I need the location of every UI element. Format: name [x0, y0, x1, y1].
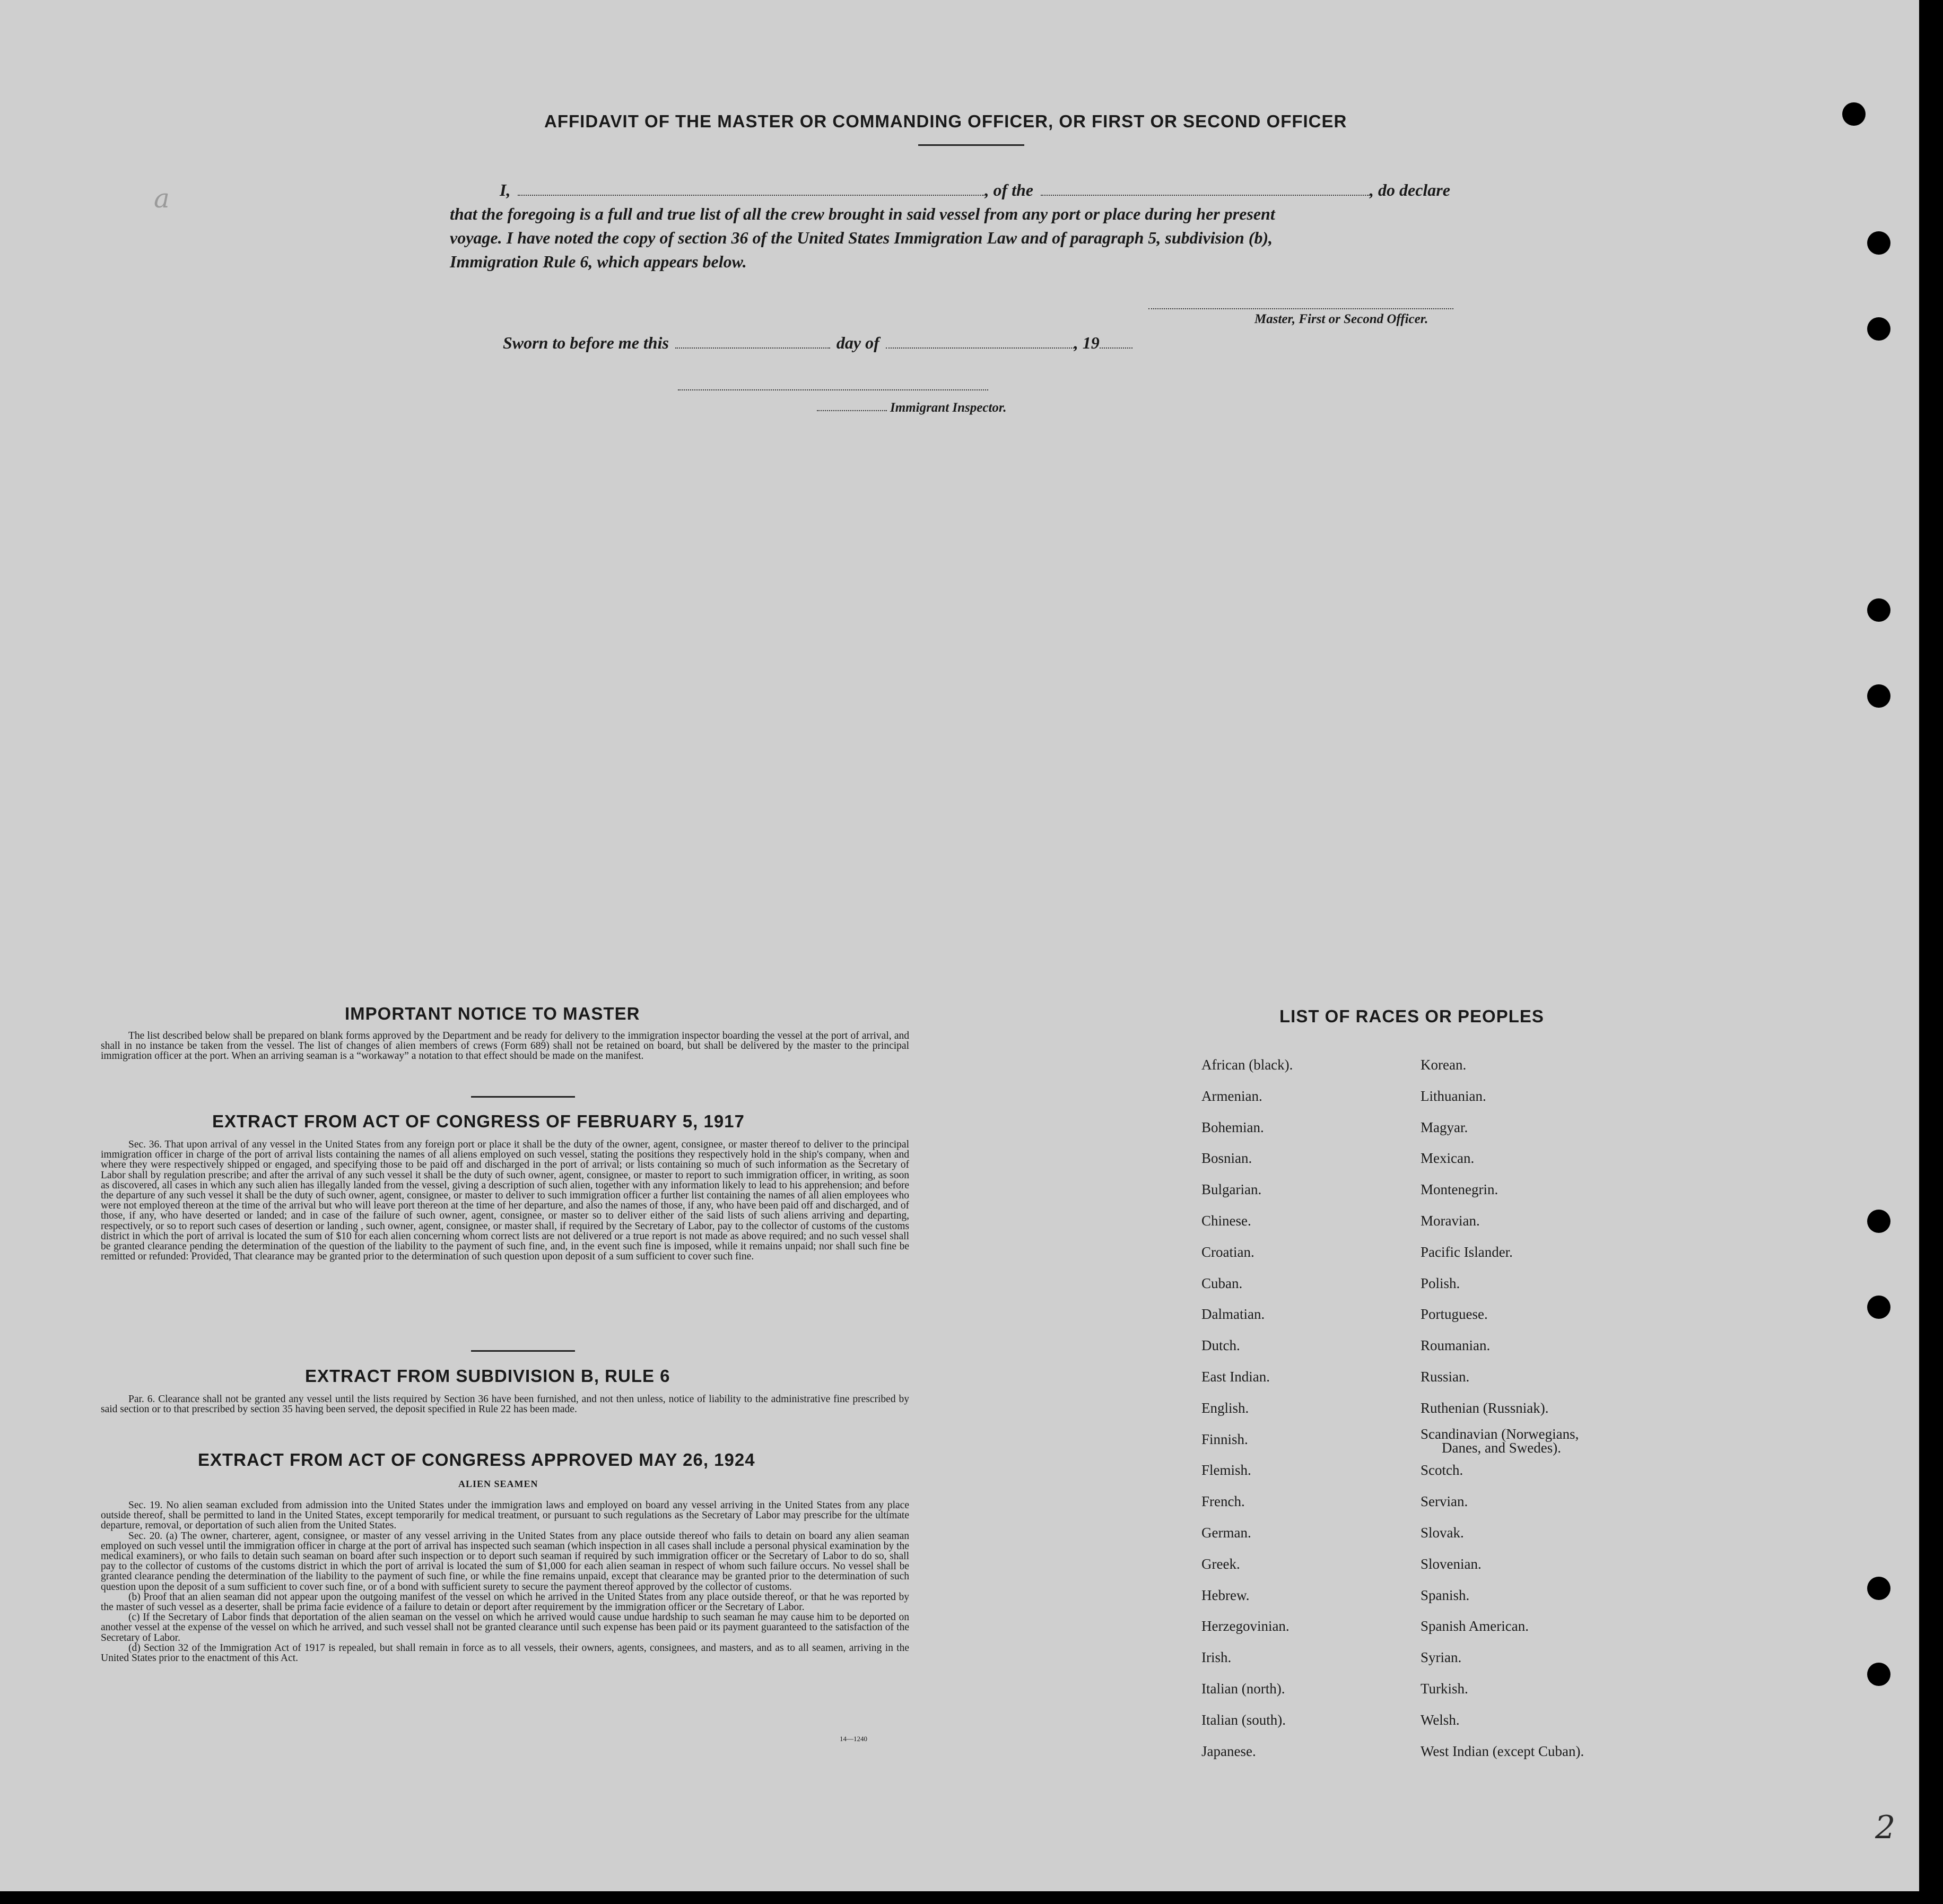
punch-hole	[1867, 231, 1890, 255]
punch-hole	[1867, 1663, 1890, 1686]
race-item: Bohemian.	[1201, 1119, 1264, 1135]
race-item: Montenegrin.	[1421, 1181, 1498, 1198]
race-item: Greek.	[1201, 1555, 1240, 1572]
race-item: Korean.	[1421, 1057, 1467, 1073]
race-item: Slovenian.	[1421, 1555, 1482, 1572]
extract-1917-title: EXTRACT FROM ACT OF CONGRESS OF FEBRUARY 5, 1917	[212, 1111, 745, 1131]
sec20b-text: (b) Proof that an alien seaman did not appear upon the outgoing manifest of the vessel on which he arrived in the United States from any place outside thereof, or that he was reported by the master of such vessel as a deserter, shall be prima facie evidence of a failure to detain or deport after requirement by the immigration officer or the Secretary of Labor.	[101, 1591, 909, 1613]
punch-hole	[1867, 598, 1890, 622]
race-item: African (black).	[1201, 1057, 1293, 1073]
race-item: French.	[1201, 1493, 1245, 1510]
race-item-scandinavian: Scandinavian (Norwegians,	[1421, 1425, 1579, 1442]
notice-title: IMPORTANT NOTICE TO MASTER	[345, 1004, 640, 1023]
extract-rule6-body	[101, 1394, 909, 1414]
race-item: Bosnian.	[1201, 1150, 1252, 1167]
race-item: West Indian (except Cuban).	[1421, 1743, 1584, 1759]
extract-rule6-text: Par. 6. Clearance shall not be granted any vessel until the lists required by Section 36 have been furnished, and not then unless, notice of liability to the administrative fine prescribed by said section or to that prescribed by section 35 having been served, the deposit specified in Rule 22 has been made.	[101, 1394, 909, 1415]
affidavit-declare-label: , do declare	[1370, 180, 1450, 199]
punch-hole	[1867, 1210, 1890, 1233]
race-item	[1421, 1424, 1584, 1455]
race-item: Welsh.	[1421, 1711, 1460, 1728]
race-item: East Indian.	[1201, 1368, 1270, 1385]
scan-edge-right	[1919, 0, 1943, 1904]
race-item: Roumanian.	[1421, 1337, 1491, 1354]
race-item: Spanish.	[1421, 1587, 1470, 1603]
race-item: Flemish.	[1201, 1462, 1251, 1479]
race-item: Turkish.	[1421, 1680, 1468, 1697]
race-item: Russian.	[1421, 1368, 1470, 1385]
race-item: German.	[1201, 1524, 1251, 1541]
extract-1924-subtitle: ALIEN SEAMEN	[458, 1479, 538, 1489]
sworn-year-field	[1100, 347, 1132, 349]
extract-1924-body	[101, 1500, 909, 1663]
affidavit-title-rule	[918, 144, 1024, 146]
race-item: Servian.	[1421, 1493, 1468, 1510]
notice-body	[101, 1031, 909, 1062]
race-item: Magyar.	[1421, 1119, 1468, 1135]
race-item: Dutch.	[1201, 1337, 1240, 1354]
races-title: LIST OF RACES OR PEOPLES	[1279, 1006, 1544, 1026]
race-item: Pacific Islander.	[1421, 1244, 1513, 1260]
sec20d-text: (d) Section 32 of the Immigration Act of 1917 is repealed, but shall remain in force as to all vessels, their owners, agents, consignees, and masters, and as to all seamen, arriving in the United States prior to the enactment of this Act.	[101, 1642, 909, 1664]
races-column-1	[1201, 1049, 1293, 1767]
race-item: Japanese.	[1201, 1743, 1256, 1759]
notice-text: The list described below shall be prepared on blank forms approved by the Department and be ready for delivery to the immigration inspector boarding the vessel at the port of arrival, and shall in no instance be taken from the vessel. The list of changes of alien members of crews (Form 689) shall not be retained on board, but shall be delivered by the master to the principal immigration officer at the port. When an arriving seaman is a “workaway” a notation to that effect should be made on the manifest.	[101, 1030, 909, 1062]
race-item: Herzegovinian.	[1201, 1618, 1289, 1635]
punch-hole	[1867, 684, 1890, 708]
section-divider	[471, 1096, 575, 1098]
extract-rule6-title: EXTRACT FROM SUBDIVISION B, RULE 6	[305, 1366, 670, 1386]
race-item: Slovak.	[1421, 1524, 1464, 1541]
extract-1917-body	[101, 1140, 909, 1262]
corner-pencil-mark: 2	[1875, 1809, 1896, 1846]
sworn-line	[503, 333, 1132, 353]
race-item: Spanish American.	[1421, 1618, 1529, 1635]
race-item: Cuban.	[1201, 1275, 1243, 1291]
race-item: Finnish.	[1201, 1431, 1248, 1447]
punch-hole	[1867, 317, 1890, 341]
race-item: Dalmatian.	[1201, 1306, 1265, 1323]
race-item: Mexican.	[1421, 1150, 1475, 1167]
race-item: Polish.	[1421, 1275, 1460, 1291]
race-item: Syrian.	[1421, 1649, 1462, 1666]
race-item: Lithuanian.	[1421, 1088, 1486, 1104]
race-item: Armenian.	[1201, 1088, 1262, 1104]
inspector-caption: Immigrant Inspector.	[890, 401, 1007, 415]
master-signature-caption: Master, First or Second Officer.	[1254, 312, 1428, 326]
race-item: Moravian.	[1421, 1212, 1480, 1229]
section-divider	[471, 1350, 575, 1352]
punch-hole	[1867, 1296, 1890, 1319]
races-column-2	[1421, 1049, 1584, 1767]
race-item: Croatian.	[1201, 1244, 1254, 1260]
affidavit-line-4: Immigration Rule 6, which appears below.	[450, 252, 747, 271]
race-item: Irish.	[1201, 1649, 1232, 1666]
race-item: Bulgarian.	[1201, 1181, 1262, 1198]
race-item-scandinavian-cont: Danes, and Swedes).	[1442, 1439, 1561, 1456]
extract-1924-title: EXTRACT FROM ACT OF CONGRESS APPROVED MAY 26, 1924	[198, 1450, 755, 1470]
sec20a-text: Sec. 20. (a) The owner, charterer, agent, consignee, or master of any vessel arriving in the United States from any place outside thereof who fails to detain on board any alien seaman employed on such vessel until the immigration officer in charge at the port of arrival has inspected such seaman (which inspection in all cases shall include a personal physical examination by the medical examiners), or who fails to detain such seaman on board after such inspection or to deport such seaman if required by such immigration officer or the Secretary of Labor to do so, shall pay to the collector of customs of the customs district in which the port of arrival is located the sum of $1,000 for each alien seaman in respect of whom such failure occurs. No vessel shall be granted clearance pending the determination of the liability to the payment of such fine, or while the fine remains unpaid, except that clearance may be granted prior to the determination of such question upon the deposit of a sum sufficient to cover such fine, or of a bond with sufficient surety to secure the payment thereof approved by the collector of customs.	[101, 1530, 909, 1593]
race-item: Chinese.	[1201, 1212, 1251, 1229]
race-item: English.	[1201, 1399, 1249, 1416]
affidavit-of-the-label: , of the	[984, 180, 1033, 199]
margin-pencil-mark: a	[154, 183, 170, 214]
scan-edge-bottom	[0, 1891, 1943, 1904]
sworn-day-field	[675, 347, 830, 349]
inspector-caption-leader	[817, 410, 887, 411]
race-item: Italian (south).	[1201, 1711, 1286, 1728]
race-item: Scotch.	[1421, 1462, 1463, 1479]
race-item: Ruthenian (Russniak).	[1421, 1399, 1549, 1416]
master-signature-line	[1148, 308, 1453, 309]
sworn-day-of: day of	[836, 333, 879, 352]
sworn-year: , 19	[1074, 333, 1100, 352]
form-number: 14—1240	[840, 1735, 867, 1743]
master-name-field	[518, 194, 984, 196]
affidavit-line-3: voyage. I have noted the copy of section 36 of the United States Immigration Law and of paragraph 5, subdivision (b),	[450, 228, 1273, 247]
punch-hole	[1842, 102, 1866, 126]
vessel-name-field	[1041, 194, 1370, 196]
sworn-prefix: Sworn to before me this	[503, 333, 669, 352]
affidavit-i-label: I,	[500, 180, 511, 199]
affidavit-line-2: that the foregoing is a full and true list of all the crew brought in said vessel from any port or place during her present	[450, 204, 1275, 223]
extract-1917-text: Sec. 36. That upon arrival of any vessel in the United States from any foreign port or place it shall be the duty of the owner, agent, consignee, or master thereof to deliver to the principal immigration officer in charge of the port of arrival lists containing the names of all aliens employed on such vessel, stating the positions they respectively hold in the ship's company, when and where they were respectively shipped or engaged, and specifying those to be paid off and discharged in the port of arrival; or lists containing so much of such information as the Secretary of Labor shall by regulation prescribe; and after the arrival of any such vessel it shall be the duty of such owner, agent, consignee, or master to report to such immigration officer, in writing, as soon as discovered, all cases in which any such alien has illegally landed from the vessel, giving a description of such alien, together with any information likely to lead to his apprehension; and before the departure of any such vessel it shall be the duty of such owner, agent, consignee, or master to deliver to such immigration officer a further list containing the names of all alien employees who were not employed thereon at the time of the arrival but who will leave port thereon at the time of her departure, and also the names of those, if any, who have been paid off and discharged, and of those, if any, who have deserted or landed; and in case of the failure of such owner, agent, consignee, or master so to deliver either of the said lists of such aliens arriving and departing, respectively, or so to report such cases of desertion or landing , such owner, agent, consignee, or master shall, if required by the Secretary of Labor, pay to the collector of customs of the customs district in which the port of arrival is located the sum of $10 for each alien concerning whom correct lists are not delivered or a true report is not made as above required; and no such vessel shall be granted clearance pending the determination of the question of the liability to the payment of such fine, and, in the event such fine is imposed, while it remains unpaid; nor shall such fine be remitted or refunded: Provided, That clearance may be granted prior to the determination of such question upon deposit of a sum sufficient to cover such fine.	[101, 1139, 909, 1263]
sworn-month-field	[886, 347, 1074, 349]
race-item: Hebrew.	[1201, 1587, 1250, 1603]
race-item: Portuguese.	[1421, 1306, 1488, 1323]
sec19-text: Sec. 19. No alien seaman excluded from admission into the United States under the immigration laws and employed on board any vessel arriving in the United States from any place outside thereof, shall be permitted to land in the United States, except temporarily for medical treatment, or pursuant to such regulations as the Secretary of Labor may prescribe for the ultimate departure, removal, or deportation of such alien from the United States.	[101, 1500, 909, 1532]
inspector-signature-line	[678, 389, 988, 390]
affidavit-line-1	[500, 180, 1450, 200]
sec20c-text: (c) If the Secretary of Labor finds that deportation of the alien seaman on the vessel on which he arrived would cause undue hardship to such seaman he may cause him to be deported on another vessel at the expense of the vessel on which he arrived, and such vessel shall not be granted clearance until such expense has been paid or its payment guaranteed to the satisfaction of the Secretary of Labor.	[101, 1612, 909, 1644]
race-item: Italian (north).	[1201, 1680, 1285, 1697]
punch-hole	[1867, 1577, 1890, 1600]
affidavit-title: AFFIDAVIT OF THE MASTER OR COMMANDING OFFICER, OR FIRST OR SECOND OFFICER	[544, 111, 1347, 131]
